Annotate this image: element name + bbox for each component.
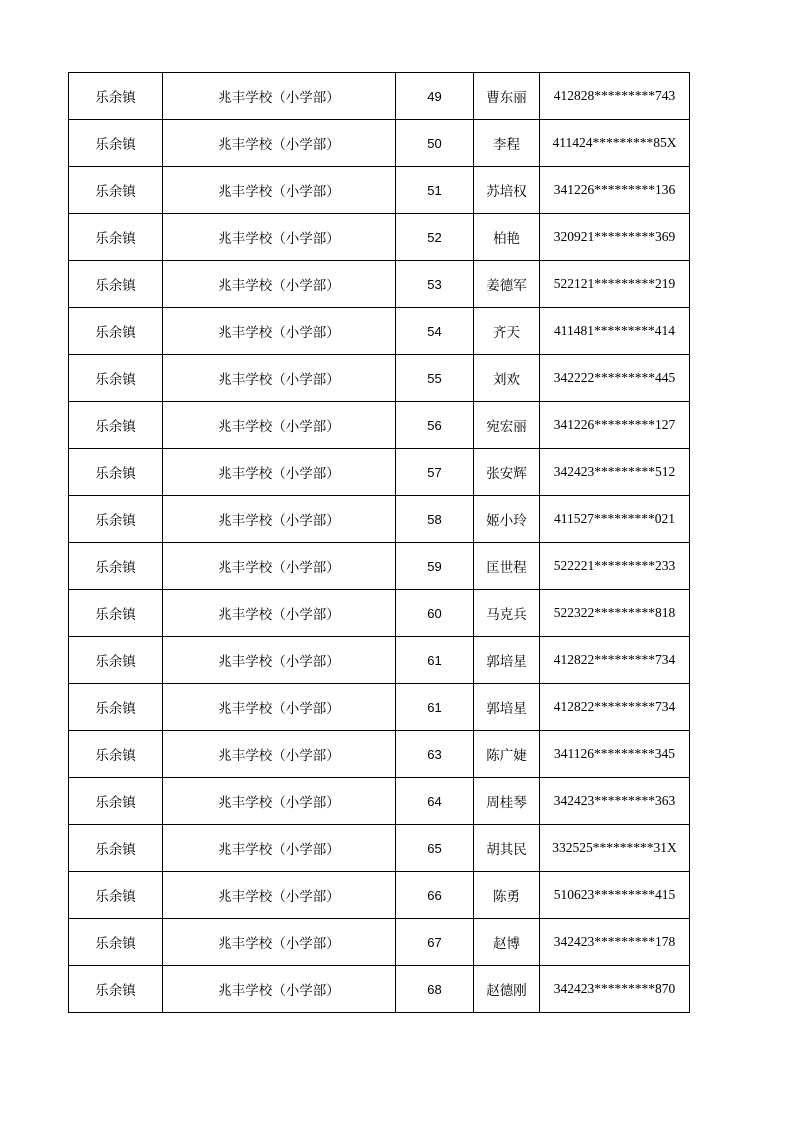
name-cell: 郭培星 xyxy=(474,684,540,731)
id-number-cell: 342423*********363 xyxy=(540,778,690,825)
town-cell: 乐余镇 xyxy=(69,637,163,684)
roster-table xyxy=(68,72,690,1013)
roster-body xyxy=(69,73,690,1013)
id-number-cell: 522322*********818 xyxy=(540,590,690,637)
town-cell: 乐余镇 xyxy=(69,496,163,543)
town-cell: 乐余镇 xyxy=(69,590,163,637)
name-cell: 郭培星 xyxy=(474,637,540,684)
number-cell: 58 xyxy=(396,496,474,543)
table-row xyxy=(69,684,690,731)
table-row xyxy=(69,167,690,214)
number-cell: 64 xyxy=(396,778,474,825)
town-cell: 乐余镇 xyxy=(69,167,163,214)
name-cell: 齐天 xyxy=(474,308,540,355)
id-number-cell: 412822*********734 xyxy=(540,684,690,731)
school-cell: 兆丰学校（小学部） xyxy=(163,872,396,919)
id-number-cell: 341126*********345 xyxy=(540,731,690,778)
number-cell: 53 xyxy=(396,261,474,308)
school-cell: 兆丰学校（小学部） xyxy=(163,120,396,167)
id-number-cell: 341226*********127 xyxy=(540,402,690,449)
town-cell: 乐余镇 xyxy=(69,966,163,1013)
name-cell: 宛宏丽 xyxy=(474,402,540,449)
name-cell: 陈勇 xyxy=(474,872,540,919)
name-cell: 赵德刚 xyxy=(474,966,540,1013)
name-cell: 陈广婕 xyxy=(474,731,540,778)
number-cell: 54 xyxy=(396,308,474,355)
table-row xyxy=(69,731,690,778)
table-row xyxy=(69,496,690,543)
table-row xyxy=(69,825,690,872)
table-row xyxy=(69,543,690,590)
number-cell: 51 xyxy=(396,167,474,214)
id-number-cell: 412828*********743 xyxy=(540,73,690,120)
table-row xyxy=(69,308,690,355)
number-cell: 66 xyxy=(396,872,474,919)
table-row xyxy=(69,73,690,120)
id-number-cell: 522221*********233 xyxy=(540,543,690,590)
town-cell: 乐余镇 xyxy=(69,402,163,449)
id-number-cell: 332525*********31X xyxy=(540,825,690,872)
number-cell: 56 xyxy=(396,402,474,449)
school-cell: 兆丰学校（小学部） xyxy=(163,449,396,496)
school-cell: 兆丰学校（小学部） xyxy=(163,731,396,778)
id-number-cell: 510623*********415 xyxy=(540,872,690,919)
id-number-cell: 341226*********136 xyxy=(540,167,690,214)
town-cell: 乐余镇 xyxy=(69,355,163,402)
table-row xyxy=(69,590,690,637)
town-cell: 乐余镇 xyxy=(69,308,163,355)
school-cell: 兆丰学校（小学部） xyxy=(163,966,396,1013)
table-row xyxy=(69,261,690,308)
school-cell: 兆丰学校（小学部） xyxy=(163,355,396,402)
number-cell: 59 xyxy=(396,543,474,590)
school-cell: 兆丰学校（小学部） xyxy=(163,261,396,308)
school-cell: 兆丰学校（小学部） xyxy=(163,543,396,590)
town-cell: 乐余镇 xyxy=(69,543,163,590)
table-row xyxy=(69,120,690,167)
number-cell: 55 xyxy=(396,355,474,402)
school-cell: 兆丰学校（小学部） xyxy=(163,308,396,355)
name-cell: 柏艳 xyxy=(474,214,540,261)
number-cell: 65 xyxy=(396,825,474,872)
town-cell: 乐余镇 xyxy=(69,73,163,120)
town-cell: 乐余镇 xyxy=(69,872,163,919)
number-cell: 68 xyxy=(396,966,474,1013)
table-row xyxy=(69,778,690,825)
town-cell: 乐余镇 xyxy=(69,919,163,966)
name-cell: 周桂琴 xyxy=(474,778,540,825)
number-cell: 61 xyxy=(396,637,474,684)
id-number-cell: 411424*********85X xyxy=(540,120,690,167)
id-number-cell: 411481*********414 xyxy=(540,308,690,355)
id-number-cell: 342222*********445 xyxy=(540,355,690,402)
table-row xyxy=(69,449,690,496)
number-cell: 52 xyxy=(396,214,474,261)
number-cell: 63 xyxy=(396,731,474,778)
school-cell: 兆丰学校（小学部） xyxy=(163,684,396,731)
school-cell: 兆丰学校（小学部） xyxy=(163,73,396,120)
name-cell: 张安辉 xyxy=(474,449,540,496)
id-number-cell: 412822*********734 xyxy=(540,637,690,684)
id-number-cell: 342423*********512 xyxy=(540,449,690,496)
school-cell: 兆丰学校（小学部） xyxy=(163,214,396,261)
number-cell: 49 xyxy=(396,73,474,120)
school-cell: 兆丰学校（小学部） xyxy=(163,825,396,872)
school-cell: 兆丰学校（小学部） xyxy=(163,167,396,214)
table-row xyxy=(69,355,690,402)
school-cell: 兆丰学校（小学部） xyxy=(163,637,396,684)
number-cell: 50 xyxy=(396,120,474,167)
town-cell: 乐余镇 xyxy=(69,214,163,261)
name-cell: 匡世程 xyxy=(474,543,540,590)
town-cell: 乐余镇 xyxy=(69,731,163,778)
school-cell: 兆丰学校（小学部） xyxy=(163,496,396,543)
school-cell: 兆丰学校（小学部） xyxy=(163,590,396,637)
id-number-cell: 411527*********021 xyxy=(540,496,690,543)
school-cell: 兆丰学校（小学部） xyxy=(163,402,396,449)
school-cell: 兆丰学校（小学部） xyxy=(163,778,396,825)
town-cell: 乐余镇 xyxy=(69,449,163,496)
id-number-cell: 342423*********178 xyxy=(540,919,690,966)
name-cell: 姜德军 xyxy=(474,261,540,308)
name-cell: 马克兵 xyxy=(474,590,540,637)
table-row xyxy=(69,919,690,966)
name-cell: 胡其民 xyxy=(474,825,540,872)
town-cell: 乐余镇 xyxy=(69,120,163,167)
table-row xyxy=(69,214,690,261)
number-cell: 60 xyxy=(396,590,474,637)
number-cell: 57 xyxy=(396,449,474,496)
id-number-cell: 522121*********219 xyxy=(540,261,690,308)
name-cell: 苏培权 xyxy=(474,167,540,214)
id-number-cell: 342423*********870 xyxy=(540,966,690,1013)
town-cell: 乐余镇 xyxy=(69,825,163,872)
name-cell: 刘欢 xyxy=(474,355,540,402)
name-cell: 赵博 xyxy=(474,919,540,966)
table-row xyxy=(69,966,690,1013)
table-row xyxy=(69,637,690,684)
name-cell: 姬小玲 xyxy=(474,496,540,543)
town-cell: 乐余镇 xyxy=(69,261,163,308)
town-cell: 乐余镇 xyxy=(69,778,163,825)
number-cell: 61 xyxy=(396,684,474,731)
town-cell: 乐余镇 xyxy=(69,684,163,731)
table-row xyxy=(69,872,690,919)
table-row xyxy=(69,402,690,449)
number-cell: 67 xyxy=(396,919,474,966)
school-cell: 兆丰学校（小学部） xyxy=(163,919,396,966)
name-cell: 李程 xyxy=(474,120,540,167)
name-cell: 曹东丽 xyxy=(474,73,540,120)
id-number-cell: 320921*********369 xyxy=(540,214,690,261)
